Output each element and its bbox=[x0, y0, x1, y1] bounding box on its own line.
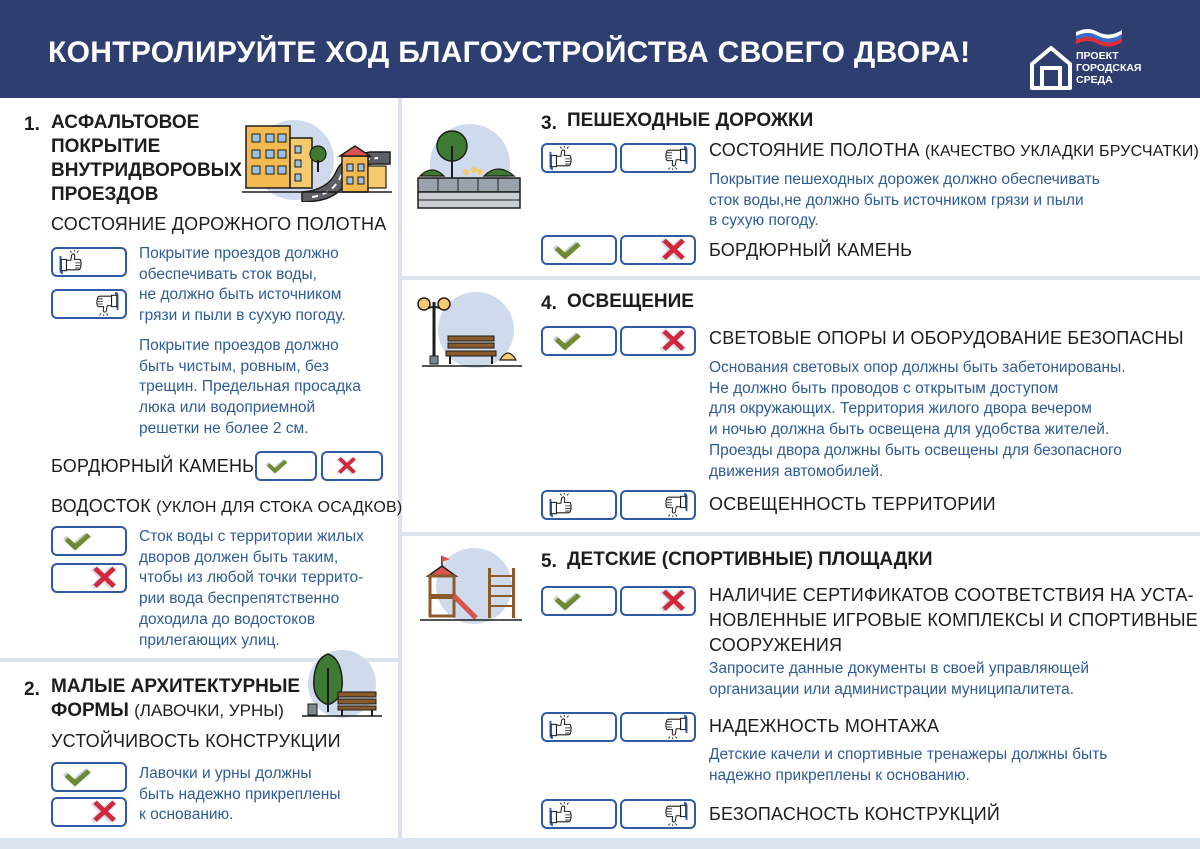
section-1-desc-1 bbox=[139, 244, 346, 327]
section-5-title: ДЕТСКИЕ (СПОРТИВНЫЕ) ПЛОЩАДКИ bbox=[567, 549, 933, 570]
desc-line: Сток воды с территории жилых bbox=[139, 528, 364, 545]
thumb-up-box[interactable] bbox=[51, 247, 127, 277]
cross-icon bbox=[622, 237, 694, 263]
section-4-desc-1 bbox=[709, 358, 1126, 482]
section-2-title bbox=[51, 675, 300, 723]
section-1-sub-drain bbox=[51, 496, 402, 517]
section-1-title-line: ПРОЕЗДОВ bbox=[51, 184, 159, 205]
check-icon bbox=[543, 588, 615, 614]
thumb-down-icon bbox=[622, 714, 694, 740]
tree-bench-illustration bbox=[298, 648, 384, 724]
section-1-title bbox=[51, 111, 242, 207]
section-2-desc-1 bbox=[139, 764, 340, 826]
playground-illustration bbox=[414, 546, 524, 630]
sub-title: ВОДОСТОК bbox=[51, 496, 151, 516]
desc-line: Покрытие проездов должно bbox=[139, 245, 339, 262]
cross-icon bbox=[622, 328, 694, 354]
thumb-down-box[interactable] bbox=[620, 712, 696, 742]
section-divider-4-5 bbox=[402, 532, 1200, 536]
desc-line: и ночью должна быть освещена для удобства жителей. bbox=[709, 421, 1110, 439]
desc-line: движения автомобилей. bbox=[709, 462, 884, 480]
section-2-sub-stability: УСТОЙЧИВОСТЬ КОНСТРУКЦИИ bbox=[51, 731, 341, 751]
section-1-desc-3 bbox=[139, 527, 364, 651]
desc-line: рии вода беспрепятственно bbox=[139, 590, 340, 608]
sub-title: СОСТОЯНИЕ ПОЛОТНА bbox=[709, 140, 920, 160]
flag-icon bbox=[1074, 24, 1124, 50]
section-5-number: 5. bbox=[541, 551, 557, 572]
section-4-number: 4. bbox=[541, 293, 557, 314]
cross-box[interactable] bbox=[51, 563, 127, 593]
check-icon bbox=[543, 237, 615, 263]
logo-line-2: ГОРОДСКАЯ bbox=[1076, 62, 1142, 74]
cross-icon bbox=[53, 799, 125, 825]
sub-line: СООРУЖЕНИЯ bbox=[709, 635, 843, 655]
cross-icon bbox=[53, 565, 125, 591]
sub-note: (КАЧЕСТВО УКЛАДКИ БРУСЧАТКИ) bbox=[924, 143, 1200, 160]
lamp-bench-illustration bbox=[414, 290, 524, 374]
check-box[interactable] bbox=[541, 326, 617, 356]
section-4-sub-light-poles: СВЕТОВЫЕ ОПОРЫ И ОБОРУДОВАНИЕ БЕЗОПАСНЫ bbox=[709, 328, 1184, 348]
check-box[interactable] bbox=[51, 526, 127, 556]
thumb-up-icon bbox=[543, 492, 615, 518]
page-title: КОНТРОЛИРУЙТЕ ХОД БЛАГОУСТРОЙСТВА СВОЕГО ДВОРА! bbox=[48, 36, 971, 69]
section-1-title-line: ПОКРЫТИЕ bbox=[51, 136, 161, 157]
cross-box[interactable] bbox=[620, 326, 696, 356]
sub-note: (УКЛОН ДЛЯ СТОКА ОСАДКОВ) bbox=[156, 499, 403, 516]
cross-box[interactable] bbox=[51, 797, 127, 827]
desc-line: Проезды двора должны быть освещены для безопасного bbox=[709, 441, 1122, 459]
section-3-desc-1 bbox=[709, 170, 1100, 232]
section-3-title: ПЕШЕХОДНЫЕ ДОРОЖКИ bbox=[567, 110, 814, 131]
check-icon bbox=[543, 328, 615, 354]
logo-line-1: ПРОЕКТ bbox=[1076, 50, 1119, 62]
desc-line: доходила до водостоков bbox=[139, 610, 316, 628]
desc-line: для окружающих. Территория жилого двора вечером bbox=[709, 400, 1092, 418]
road-buildings-illustration bbox=[232, 112, 392, 202]
check-box[interactable] bbox=[51, 762, 127, 792]
thumb-down-box[interactable] bbox=[620, 799, 696, 829]
desc-line: не должно быть источником bbox=[139, 286, 342, 304]
section-1-sub-curb: БОРДЮРНЫЙ КАМЕНЬ bbox=[51, 456, 255, 476]
section-1-desc-2 bbox=[139, 336, 361, 440]
desc-line: обеспечивать сток воды, bbox=[139, 265, 317, 283]
walkway-illustration bbox=[414, 120, 524, 212]
section-5-desc-2 bbox=[709, 745, 1107, 786]
cross-box[interactable] bbox=[321, 451, 383, 481]
desc-line: Покрытие проездов должно bbox=[139, 337, 339, 354]
column-divider bbox=[398, 98, 402, 838]
section-1-title-line: ВНУТРИДВОРОВЫХ bbox=[51, 160, 242, 181]
section-1-title-line: АСФАЛЬТОВОЕ bbox=[51, 112, 200, 133]
desc-line: Детские качели и спортивные тренажеры должны быть bbox=[709, 746, 1108, 763]
bottom-bar bbox=[0, 838, 1200, 849]
desc-line: решетки не более 2 см. bbox=[139, 419, 309, 437]
desc-line: чтобы из любой точки террито- bbox=[139, 569, 364, 587]
section-3-sub-surface bbox=[709, 140, 1199, 161]
thumb-up-icon bbox=[543, 714, 615, 740]
desc-line: Покрытие пешеходных дорожек должно обеспечивать bbox=[709, 171, 1100, 188]
section-2-title-line: МАЛЫЕ АРХИТЕКТУРНЫЕ bbox=[51, 676, 301, 697]
desc-line: надежно прикреплены к основанию. bbox=[709, 766, 970, 784]
desc-line: грязи и пыли в сухую погоду. bbox=[139, 307, 346, 325]
desc-line: Не должно быть проводов с открытым доступом bbox=[709, 379, 1059, 397]
thumb-up-box[interactable] bbox=[541, 490, 617, 520]
logo-text bbox=[1076, 50, 1141, 86]
section-1-sub-road-surface: СОСТОЯНИЕ ДОРОЖНОГО ПОЛОТНА bbox=[51, 214, 387, 234]
desc-line: быть чистым, ровным, без bbox=[139, 357, 330, 375]
check-icon bbox=[53, 528, 125, 554]
cross-box[interactable] bbox=[620, 586, 696, 616]
desc-line: Основания световых опор должны быть забетонированы. bbox=[709, 359, 1126, 376]
section-2-number: 2. bbox=[24, 679, 40, 700]
house-flag-icon bbox=[1028, 44, 1074, 90]
thumb-up-box[interactable] bbox=[541, 799, 617, 829]
sub-line: НАЛИЧИЕ СЕРТИФИКАТОВ СООТВЕТСТВИЯ НА УСТА- bbox=[709, 585, 1194, 605]
thumb-up-box[interactable] bbox=[541, 712, 617, 742]
thumb-up-box[interactable] bbox=[541, 143, 617, 173]
section-5-sub-safety: БЕЗОПАСНОСТЬ КОНСТРУКЦИЙ bbox=[709, 804, 1001, 824]
cross-icon bbox=[323, 453, 381, 479]
section-5-sub-certificates bbox=[709, 583, 1198, 658]
check-box[interactable] bbox=[541, 586, 617, 616]
section-divider-3-4 bbox=[402, 276, 1200, 280]
desc-line: сток воды,не должно быть источником грязи и пыли bbox=[709, 191, 1084, 209]
logo-line-3: СРЕДА bbox=[1076, 74, 1113, 86]
desc-line: организации или администрации муниципалитета. bbox=[709, 680, 1075, 698]
logo bbox=[1028, 22, 1168, 92]
check-icon bbox=[53, 764, 125, 790]
desc-line: прилегающих улиц. bbox=[139, 631, 280, 649]
desc-line: быть надежно прикреплены bbox=[139, 785, 341, 803]
section-3-sub-curb: БОРДЮРНЫЙ КАМЕНЬ bbox=[709, 240, 913, 260]
desc-line: в сухую погоду. bbox=[709, 212, 819, 230]
desc-line: Запросите данные документы в своей управляющей bbox=[709, 660, 1090, 677]
thumb-down-box[interactable] bbox=[620, 490, 696, 520]
desc-line: Лавочки и урны должны bbox=[139, 765, 312, 782]
section-2-title-note: (ЛАВОЧКИ, УРНЫ) bbox=[134, 701, 284, 720]
section-3-number: 3. bbox=[541, 113, 557, 134]
section-4-title: ОСВЕЩЕНИЕ bbox=[567, 291, 694, 312]
section-2-title-line: ФОРМЫ bbox=[51, 700, 129, 721]
check-box[interactable] bbox=[255, 451, 317, 481]
desc-line: люка или водоприемной bbox=[139, 399, 316, 417]
thumb-down-icon bbox=[622, 492, 694, 518]
desc-line: к основанию. bbox=[139, 806, 234, 824]
desc-line: дворов должен быть таким, bbox=[139, 548, 339, 566]
sub-line: НОВЛЕННЫЕ ИГРОВЫЕ КОМПЛЕКСЫ И СПОРТИВНЫЕ bbox=[709, 610, 1199, 630]
desc-line: трещин. Предельная просадка bbox=[139, 378, 361, 396]
section-1-number: 1. bbox=[24, 114, 40, 135]
thumb-up-icon bbox=[543, 145, 615, 171]
thumb-down-icon bbox=[622, 145, 694, 171]
cross-box[interactable] bbox=[620, 235, 696, 265]
thumb-up-icon bbox=[53, 249, 125, 275]
thumb-down-box[interactable] bbox=[620, 143, 696, 173]
thumb-down-box[interactable] bbox=[51, 289, 127, 319]
section-5-desc-1 bbox=[709, 659, 1089, 700]
thumb-up-icon bbox=[543, 801, 615, 827]
check-box[interactable] bbox=[541, 235, 617, 265]
thumb-down-icon bbox=[622, 801, 694, 827]
thumb-down-icon bbox=[53, 291, 125, 317]
cross-icon bbox=[622, 588, 694, 614]
section-5-sub-mounting: НАДЕЖНОСТЬ МОНТАЖА bbox=[709, 716, 940, 736]
section-4-sub-illumination: ОСВЕЩЕННОСТЬ ТЕРРИТОРИИ bbox=[709, 494, 996, 514]
header-bar bbox=[0, 0, 1200, 98]
check-icon bbox=[257, 453, 315, 479]
